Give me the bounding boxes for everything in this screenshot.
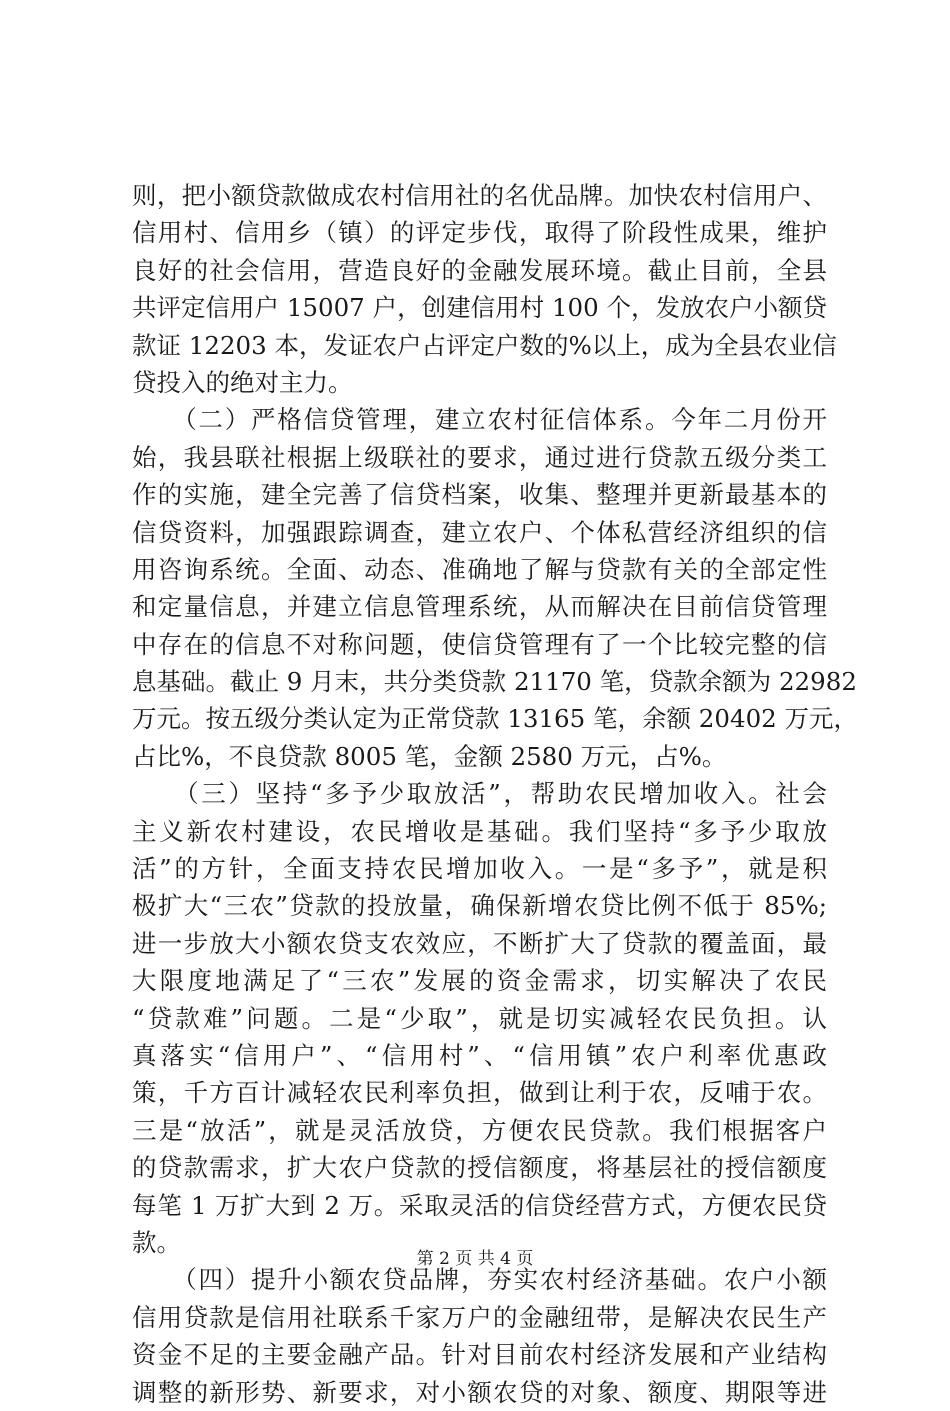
text-line: 作的实施，建全完善了信贷档案，收集、整理并更新最基本的 — [132, 480, 827, 510]
text-line: 进一步放大小额农贷支农效应，不断扩大了贷款的覆盖面，最 — [132, 928, 827, 958]
text-line: 调整的新形势、新要求，对小额农贷的对象、额度、期限等进 — [132, 1377, 827, 1407]
text-line: （三）坚持“多予少取放活”，帮助农民增加收入。社会 — [132, 779, 827, 809]
text-line: 共评定信用户 15007 户，创建信用村 100 个，发放农户小额贷 — [132, 293, 827, 323]
text-line: 息基础。截止 9 月末，共分类贷款 21170 笔，贷款余额为 22982 — [132, 667, 857, 697]
text-line: 中存在的信息不对称问题，使信贷管理有了一个比较完整的信 — [132, 629, 827, 659]
text-line: 大限度地满足了“三农”发展的资金需求，切实解决了农民 — [132, 966, 827, 996]
text-line: 主义新农村建设，农民增收是基础。我们坚持“多予少取放 — [132, 816, 827, 846]
text-line: 资金不足的主要金融产品。针对目前农村经济发展和产业结构 — [132, 1340, 827, 1370]
text-line: 贷投入的绝对主力。 — [132, 367, 353, 397]
text-line: 真落实“信用户”、“信用村”、“信用镇”农户利率优惠政 — [132, 1040, 827, 1070]
text-line: 每笔 1 万扩大到 2 万。采取灵活的信贷经营方式，方便农民贷 — [132, 1190, 827, 1220]
text-line: 占比%，不良贷款 8005 笔，金额 2580 万元，占%。 — [132, 741, 727, 771]
text-line: 极扩大“三农”贷款的投放量，确保新增农贷比例不低于 85%; — [132, 891, 827, 921]
text-line: （四）提升小额农贷品牌，夯实农村经济基础。农户小额 — [132, 1265, 827, 1295]
text-line: 良好的社会信用，营造良好的金融发展环境。截止目前，全县 — [132, 255, 827, 285]
text-line: 和定量信息，并建立信息管理系统，从而解决在目前信贷管理 — [132, 592, 827, 622]
text-line: 始，我县联社根据上级联社的要求，通过进行贷款五级分类工 — [132, 442, 827, 472]
text-line: 信用村、信用乡（镇）的评定步伐，取得了阶段性成果，维护 — [132, 218, 827, 248]
text-line: 信用贷款是信用社联系千家万户的金融纽带，是解决农民生产 — [132, 1302, 827, 1332]
text-line: “贷款难”问题。二是“少取”，就是切实减轻农民负担。认 — [132, 1003, 827, 1033]
document-body — [132, 177, 859, 1411]
text-line: （二）严格信贷管理，建立农村征信体系。今年二月份开 — [132, 405, 827, 435]
text-line: 款。 — [132, 1227, 181, 1257]
text-line: 三是“放活”，就是灵活放贷，方便农民贷款。我们根据客户 — [132, 1115, 827, 1145]
text-line: 活”的方针，全面支持农民增加收入。一是“多予”，就是积 — [132, 854, 827, 884]
text-line: 策，千方百计减轻农民利率负担，做到让利于农，反哺于农。 — [132, 1078, 827, 1108]
text-line: 万元。按五级分类认定为正常贷款 13165 笔，余额 20402 万元， — [132, 704, 859, 734]
text-line: 则，把小额贷款做成农村信用社的名优品牌。加快农村信用户、 — [132, 181, 827, 210]
text-line: 信贷资料，加强跟踪调查，建立农户、个体私营经济组织的信 — [132, 517, 827, 547]
text-line: 用咨询系统。全面、动态、准确地了解与贷款有关的全部定性 — [132, 554, 827, 584]
text-line: 款证 12203 本，发证农户占评定户数的%以上，成为全县农业信 — [132, 330, 837, 360]
page-footer: 第 2 页 共 4 页 — [416, 1249, 534, 1269]
text-line: 的贷款需求，扩大农户贷款的授信额度，将基层社的授信额度 — [132, 1153, 827, 1183]
